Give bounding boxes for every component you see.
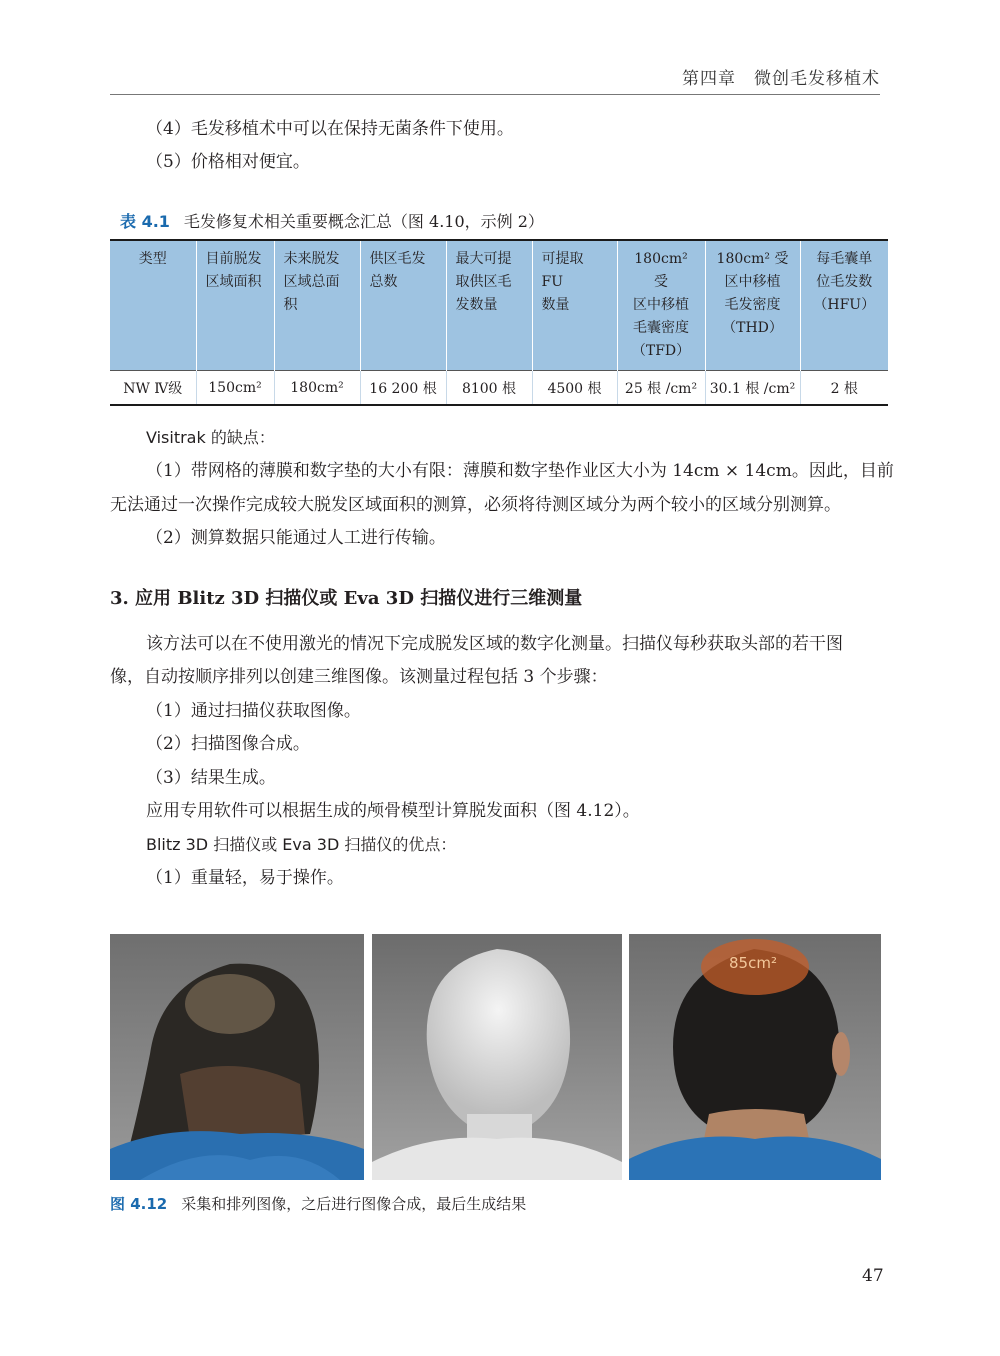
list-item: （1）通过扫描仪获取图像。 (146, 701, 361, 721)
table-caption-text: 毛发修复术相关重要概念汇总（图 4.10，示例 2） (183, 212, 544, 231)
scan-image (110, 934, 364, 1180)
model-image (372, 934, 622, 1180)
table-header-cell: 180cm² 受 区中移植 毛发密度 （THD） (705, 240, 800, 371)
concept-table (110, 239, 888, 406)
table-header-cell: 目前脱发 区域面积 (196, 240, 274, 371)
figure-caption (110, 1193, 526, 1215)
header-divider (110, 94, 880, 95)
figure-caption-label: 图 4.12 (110, 1195, 168, 1213)
figure-panel-model (372, 934, 622, 1180)
figure-caption-text: 采集和排列图像，之后进行图像合成，最后生成结果 (181, 1195, 527, 1213)
table-caption (120, 211, 544, 233)
section-heading: 3. 应用 Blitz 3D 扫描仪或 Eva 3D 扫描仪进行三维测量 (110, 588, 583, 609)
list-item: （3）结果生成。 (146, 768, 276, 788)
table-header-cell: 可提取 FU 数量 (532, 240, 617, 371)
area-label: 85cm² (729, 954, 777, 972)
table-header-cell: 最大可提 取供区毛 发数量 (446, 240, 532, 371)
figure-panel-result (629, 934, 881, 1180)
list-item: （4）毛发移植术中可以在保持无菌条件下使用。 (146, 119, 514, 139)
list-item: （2）扫描图像合成。 (146, 734, 310, 754)
list-item: （5）价格相对便宜。 (146, 152, 310, 172)
paragraph-line: 像，自动按顺序排列以创建三维图像。该测量过程包括 3 个步骤： (110, 667, 608, 687)
table-row (110, 371, 888, 406)
table-cell: 25 根 /cm² (617, 371, 705, 406)
list-item: （1）重量轻，易于操作。 (146, 868, 344, 888)
table-header-cell: 类型 (110, 240, 196, 371)
paragraph-line: 无法通过一次操作完成较大脱发区域面积的测算，必须将待测区域分为两个较小的区域分别测算。 (110, 495, 841, 515)
visitrak-title: Visitrak 的缺点： (146, 428, 275, 447)
paragraph-line: （1）带网格的薄膜和数字垫的大小有限：薄膜和数字垫作业区大小为 14cm × 14cm。因此，目前 (146, 461, 894, 481)
page-number: 47 (862, 1266, 884, 1286)
table-cell: 2 根 (830, 380, 858, 397)
table-cell: 30.1 根 /cm² (705, 371, 800, 406)
paragraph-line: （2）测算数据只能通过人工进行传输。 (146, 528, 446, 548)
advantages-title: Blitz 3D 扫描仪或 Eva 3D 扫描仪的优点： (146, 835, 457, 854)
table-header-cell: 未来脱发 区域总面 积 (274, 240, 360, 371)
table-cell: 150cm² (196, 371, 274, 406)
table-header-cell: 每毛囊单 位毛发数 （HFU） (800, 240, 888, 371)
table-cell: 8100 根 (446, 371, 532, 406)
table-header-row (110, 240, 888, 371)
chapter-header: 第四章 微创毛发移植术 (682, 69, 880, 89)
table-caption-label: 表 4.1 (120, 212, 170, 231)
table-header-cell: 180cm² 受 区中移植 毛囊密度 （TFD） (617, 240, 705, 371)
table-cell: 180cm² (274, 371, 360, 406)
paragraph-line: 应用专用软件可以根据生成的颅骨模型计算脱发面积（图 4.12）。 (146, 801, 640, 821)
figure-panel-scan (110, 934, 364, 1180)
table-cell: NW Ⅳ级 (110, 371, 196, 406)
paragraph-line: 该方法可以在不使用激光的情况下完成脱发区域的数字化测量。扫描仪每秒获取头部的若干图 (146, 634, 843, 654)
table-header-cell: 供区毛发 总数 (360, 240, 446, 371)
table-cell: 4500 根 (532, 371, 617, 406)
table-cell: 16 200 根 (360, 371, 446, 406)
